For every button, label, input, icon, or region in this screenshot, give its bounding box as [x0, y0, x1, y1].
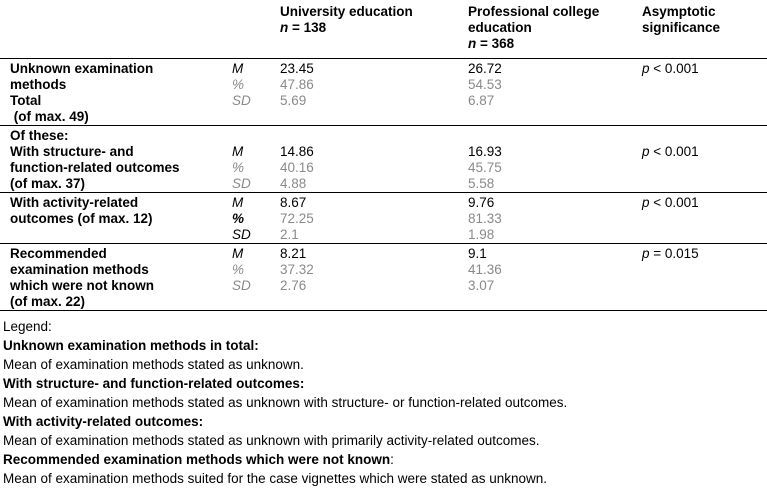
- row-label-line: Unknown examination: [10, 61, 154, 76]
- row-label-line: With structure- and: [10, 144, 134, 159]
- table-row-recommended: [0, 244, 767, 311]
- spacer: [280, 128, 468, 144]
- table-header-row: [0, 0, 767, 59]
- legend-definition: Mean of examination methods stated as unknown with primarily activity-related outcomes.: [3, 433, 540, 448]
- row-label-line: With activity-related: [10, 195, 139, 210]
- header-college-title-2: education: [468, 20, 532, 35]
- legend: [3, 317, 763, 488]
- legend-term-line: [3, 450, 763, 469]
- university-mean: 8.21: [280, 246, 307, 261]
- university-sd: 2.1: [280, 227, 299, 242]
- stat-percent-label: %: [232, 77, 245, 92]
- college-sd: 3.07: [468, 278, 495, 293]
- p-symbol: p: [642, 195, 650, 210]
- header-university: [280, 0, 468, 59]
- n-symbol: n: [468, 36, 477, 51]
- row-label: [0, 244, 232, 311]
- p-value: < 0.001: [649, 195, 699, 210]
- header-empty-cell: [0, 0, 232, 59]
- university-values: [280, 126, 468, 193]
- legend-term: Unknown examination methods in total:: [3, 338, 259, 353]
- p-symbol: p: [642, 144, 650, 159]
- p-symbol: p: [642, 61, 650, 76]
- legend-definition: Mean of examination methods stated as unknown.: [3, 357, 304, 372]
- university-percent: 37.32: [280, 262, 314, 277]
- university-values: [280, 244, 468, 311]
- legend-term: With activity-related outcomes:: [3, 414, 204, 429]
- university-sd: 2.76: [280, 278, 307, 293]
- legend-term: Recommended examination methods which were not known: [3, 452, 391, 467]
- table-row-structure-function: [0, 126, 767, 193]
- college-values: [468, 59, 642, 126]
- row-label-line: which were not known: [10, 278, 155, 293]
- college-mean: 16.93: [468, 144, 502, 159]
- row-label: [0, 126, 232, 193]
- table-row-activity: [0, 193, 767, 244]
- university-percent: 72.25: [280, 211, 314, 226]
- university-mean: 14.86: [280, 144, 314, 159]
- college-mean: 9.1: [468, 246, 487, 261]
- row-label-line: (of max. 22): [10, 294, 86, 309]
- spacer: [468, 128, 642, 144]
- legend-definition: Mean of examination methods stated as unknown with structure- or function-related outcomes.: [3, 395, 568, 410]
- header-significance-1: Asymptotic: [642, 4, 716, 19]
- university-percent: 40.16: [280, 160, 314, 175]
- university-sd: 4.88: [280, 176, 307, 191]
- row-label-line: Of these:: [10, 128, 69, 143]
- spacer: [232, 128, 280, 144]
- row-label-line: Recommended: [10, 246, 107, 261]
- college-mean: 9.76: [468, 195, 495, 210]
- row-label-line: (of max. 37): [10, 176, 86, 191]
- college-percent: 41.36: [468, 262, 502, 277]
- row-label: [0, 59, 232, 126]
- university-values: [280, 59, 468, 126]
- n-symbol: n: [280, 20, 289, 35]
- row-label-line: outcomes (of max. 12): [10, 211, 153, 226]
- college-sd: 1.98: [468, 227, 495, 242]
- stat-labels: [232, 59, 280, 126]
- table-row-unknown-total: [0, 59, 767, 126]
- university-sd: 5.69: [280, 93, 307, 108]
- stat-percent-label: %: [232, 160, 245, 175]
- university-mean: 8.67: [280, 195, 307, 210]
- header-college-n: [468, 36, 642, 52]
- stat-mean-label: M: [232, 61, 244, 76]
- legend-title: Legend:: [3, 319, 52, 334]
- p-value: < 0.001: [649, 144, 699, 159]
- stat-mean-label: M: [232, 144, 244, 159]
- college-values: [468, 126, 642, 193]
- header-college: [468, 0, 642, 59]
- p-value: = 0.015: [649, 246, 699, 261]
- p-symbol: p: [642, 246, 650, 261]
- header-significance-2: significance: [642, 20, 721, 35]
- spacer: [10, 227, 232, 243]
- spacer: [642, 128, 767, 144]
- legend-definition: Mean of examination methods suited for the case vignettes which were stated as unknown.: [3, 471, 548, 486]
- significance-value: [642, 244, 767, 311]
- college-sd: 5.58: [468, 176, 495, 191]
- significance-value: [642, 193, 767, 244]
- stat-mean-label: M: [232, 246, 244, 261]
- significance-value: [642, 59, 767, 126]
- row-label-line: examination methods: [10, 262, 149, 277]
- stat-sd-label: SD: [232, 227, 251, 242]
- university-mean: 23.45: [280, 61, 314, 76]
- p-value: < 0.001: [649, 61, 699, 76]
- stat-labels: [232, 126, 280, 193]
- significance-line: [642, 144, 767, 160]
- college-values: [468, 244, 642, 311]
- university-values: [280, 193, 468, 244]
- header-significance: [642, 0, 767, 59]
- stat-sd-label: SD: [232, 93, 251, 108]
- significance-value: [642, 126, 767, 193]
- row-label-line: Total: [10, 93, 42, 108]
- stat-percent-label: %: [232, 262, 245, 277]
- stat-sd-label: SD: [232, 278, 251, 293]
- college-mean: 26.72: [468, 61, 502, 76]
- header-college-title-1: Professional college: [468, 4, 600, 19]
- row-label-line: methods: [10, 77, 67, 92]
- stat-labels: [232, 244, 280, 311]
- n-value: = 138: [288, 20, 327, 35]
- college-percent: 81.33: [468, 211, 502, 226]
- college-values: [468, 193, 642, 244]
- stat-percent-label: %: [232, 211, 245, 226]
- college-percent: 45.75: [468, 160, 502, 175]
- stat-mean-label: M: [232, 195, 244, 210]
- row-label: [0, 193, 232, 244]
- legend-term-suffix: :: [390, 452, 394, 467]
- university-percent: 47.86: [280, 77, 314, 92]
- row-label-line: function-related outcomes: [10, 160, 180, 175]
- row-label-line: (of max. 49): [10, 109, 89, 124]
- stat-labels: [232, 193, 280, 244]
- college-percent: 54.53: [468, 77, 502, 92]
- legend-term: With structure- and function-related outcomes:: [3, 376, 305, 391]
- stat-sd-label: SD: [232, 176, 251, 191]
- n-value: = 368: [476, 36, 515, 51]
- header-university-n: [280, 20, 468, 36]
- college-sd: 6.87: [468, 93, 495, 108]
- header-university-title: University education: [280, 4, 413, 19]
- header-stat-cell: [232, 0, 280, 59]
